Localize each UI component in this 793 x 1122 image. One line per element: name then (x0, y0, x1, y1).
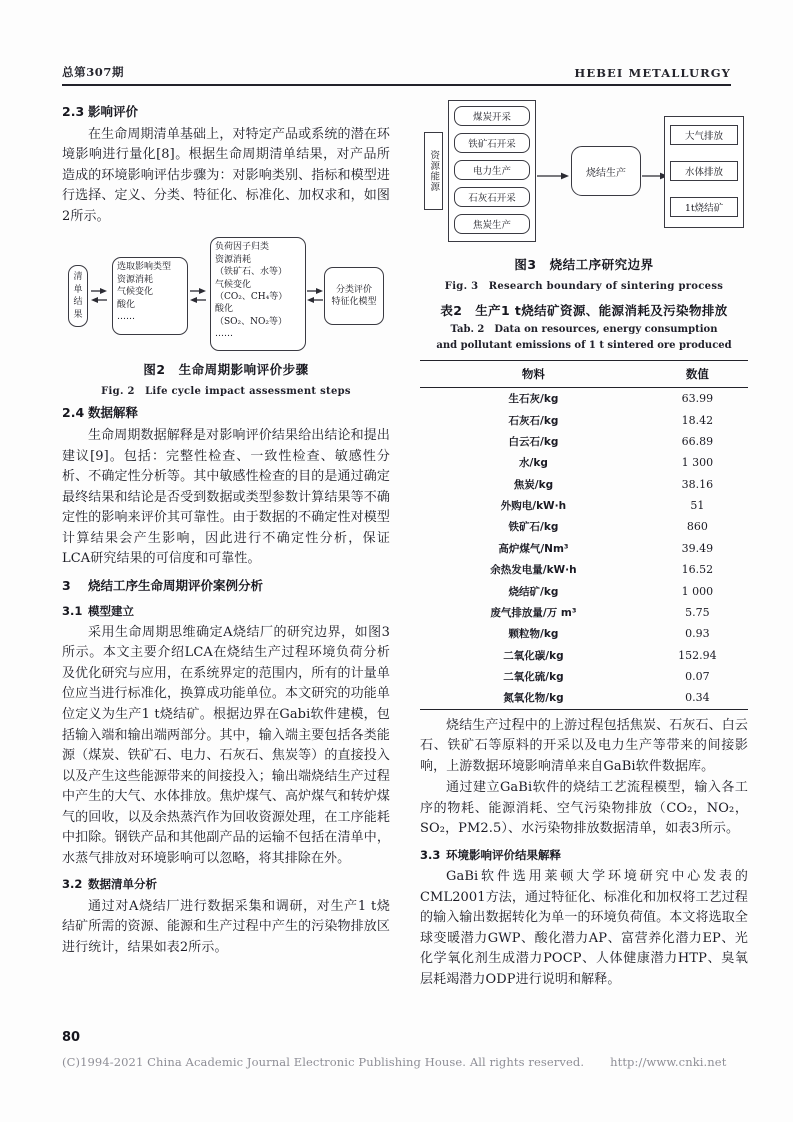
table-cell-material: 石灰石/kg (508, 414, 559, 427)
fig2-box2-line-0: 选取影响类型 (117, 262, 172, 273)
table-row (420, 495, 748, 516)
table-cell-material: 余热发电量/kW·h (490, 564, 577, 577)
fig2-box3-line-7: …… (215, 329, 233, 340)
table-2-bottom-rule (420, 709, 748, 710)
table-cell-value: 18.42 (681, 413, 714, 427)
fig3-input-coke-production: 焦炭生产 (454, 214, 530, 234)
right-column (420, 96, 748, 991)
figure-3 (420, 96, 748, 292)
table-cell-value: 51 (690, 499, 705, 513)
fig2-box3-line-6: （SO₂、NO₂等） (215, 316, 288, 327)
running-head (62, 58, 731, 80)
page-number: 80 (62, 1030, 81, 1045)
paragraph-after-table-1: 烧结生产过程中的上游过程包括焦炭、石灰石、白云石、铁矿石等原料的开采以及电力生产等带来的间接影响，上游数据环境影响清单来自GaBi软件数据库。 (420, 717, 748, 774)
heading-3-1 (62, 603, 390, 620)
left-column (62, 96, 390, 959)
table-cell-material: 水/kg (519, 457, 548, 470)
paragraph-3-1: 采用生命周期思维确定A烧结厂的研究边界，如图3所示。本文主要介绍LCA在烧结生产过程环境负荷分析及优化研究与应用，在系统界定的范围内，所有的计量单位应当进行标准化，换算成功能单位。本文研究的功能单位定义为生产1 t烧结矿。根据边界在Gabi软件建模，包括输入端和输出端两部分。其中，输入端主要包括各类能源（煤炭、铁矿石、电力、石灰石、焦炭等）的直接投入以及产生这些能源带来的间接投入；输出端烧结生产过程中产生的大气、水体排放。焦炉煤气、高炉煤气和转炉煤气的回收，以及余热蒸汽作为回收资源处理，在工序能耗中扣除。钢铁产品和其他副产品的运输不包括在清单中，水蒸气排放对环境影响可以忽略，将其排除在外。 (62, 624, 390, 866)
heading-3-3 (420, 847, 748, 864)
table-cell-material: 焦炭/kg (513, 478, 554, 491)
header-rule (62, 84, 731, 86)
table-cell-material: 废气排放量/万 m³ (490, 606, 577, 619)
table-2-col-material: 物料 (521, 367, 545, 381)
table-2-title-cn: 表2 生产1 t烧结矿资源、能源消耗及污染物排放 (440, 303, 728, 318)
fig3-input-coal-mining: 煤炭开采 (454, 106, 530, 126)
table-cell-value: 66.89 (681, 434, 714, 448)
paragraph-3-2: 通过对A烧结厂进行数据采集和调研，对生产1 t烧结矿所需的资源、能源和生产过程中产生的污染物排放区进行统计，结果如表2所示。 (62, 898, 390, 955)
figure-3-caption-en: Fig. 3 Research boundary of sintering process (444, 281, 724, 292)
fig3-output-air-emission: 大气排放 (670, 125, 738, 145)
table-cell-value: 1 000 (681, 584, 714, 598)
heading-3-title: 烧结工序生命周期评价案例分析 (88, 577, 264, 593)
heading-3-2-title: 数据清单分析 (88, 877, 157, 892)
cnki-footer (62, 1055, 753, 1069)
fig3-output-sintered-ore: 1t烧结矿 (670, 197, 738, 217)
table-cell-value: 5.75 (685, 605, 710, 619)
paragraph-2-3: 在生命周期清单基础上，对特定产品或系统的潜在环境影响进行量化[8]。根据生命周期清单结果，对产品所造成的环境影响评估步骤为：对影响类别、指标和模型进行选择、定义、分类、特征化、标准化、加权求和，如图2所示。 (62, 126, 390, 224)
table-row (420, 602, 748, 623)
table-row (420, 452, 748, 473)
fig2-bidirectional-arrow-3 (306, 286, 324, 306)
fig2-box3-line-0: 负荷因子归类 (215, 242, 270, 253)
table-cell-material: 铁矿石/kg (508, 521, 559, 534)
fig2-box-select-impact-types (112, 257, 188, 335)
fig2-box3-line-5: 酸化 (215, 304, 234, 315)
table-row (420, 516, 748, 537)
figure-3-caption-cn: 图3 烧结工序研究边界 (514, 257, 654, 272)
table-cell-value: 0.07 (685, 670, 710, 684)
heading-2-3-title: 影响评价 (88, 104, 139, 119)
heading-2-4-title: 数据解释 (88, 405, 139, 421)
fig2-box-classification-model (324, 267, 384, 325)
table-cell-material: 二氧化硫/kg (503, 671, 564, 684)
fig3-side-label-text: 资源能源 (428, 150, 440, 192)
table-row (420, 474, 748, 495)
heading-2-3 (62, 103, 390, 122)
table-row (420, 580, 748, 601)
paragraph-after-table-2: 通过建立GaBi软件的烧结工艺流程模型，输入各工序的物耗、能源消耗、空气污染物排放（CO₂，NO₂，SO₂，PM2.5）、水污染物排放数据清单，如表3所示。 (420, 780, 748, 837)
fig2-box1-line-3: 果 (73, 310, 83, 321)
table-cell-value: 1 300 (681, 456, 714, 470)
table-cell-material: 外购电/kW·h (500, 500, 567, 513)
table-2-head (420, 361, 748, 388)
fig3-input-electricity-production: 电力生产 (454, 160, 530, 180)
heading-3-number: 3 (62, 577, 71, 593)
fig3-output-water-emission: 水体排放 (670, 161, 738, 181)
heading-2-4 (62, 404, 390, 423)
paragraph-2-4: 生命周期数据解释是对影响评价结果给出结论和提出建议[9]。包括：完整性检查、一致性检查、敏感性分析、不确定性分析等。其中敏感性检查的目的是通过确定最终结果和结论是否受到数据或类型参数计算结果等不确定性的影响来评价其可靠性。由于数据的不确定性对模型计算结果会产生影响，因此进行不确定性分析，保证LCA研究结果的可信度和可靠性。 (62, 428, 390, 567)
table-2 (420, 360, 748, 709)
fig2-box2-line-1: 资源消耗 (117, 274, 154, 285)
fig2-box2-line-4: …… (117, 312, 135, 323)
table-2-col-value: 数值 (685, 367, 709, 381)
copyright-text: (C)1994-2021 China Academic Journal Electronic Publishing House. All rights reserved. (62, 1055, 585, 1069)
heading-2-3-number: 2.3 (62, 104, 85, 119)
table-2-header-row (420, 361, 748, 388)
fig2-bidirectional-arrow-2 (189, 286, 207, 306)
cnki-url[interactable]: http://www.cnki.net (610, 1055, 727, 1069)
heading-3-3-title: 环境影响评价结果解释 (446, 847, 561, 862)
figure-3-diagram (420, 96, 748, 248)
journal-name: HEBEI METALLURGY (574, 66, 731, 80)
fig2-box2-line-3: 酸化 (117, 299, 136, 310)
heading-3-1-number: 3.1 (62, 603, 83, 618)
table-row (420, 687, 748, 708)
fig2-box-inventory-result (68, 265, 88, 327)
table-cell-value: 16.52 (681, 563, 714, 577)
table-cell-material: 白云石/kg (508, 435, 559, 448)
table-cell-material: 高炉煤气/Nm³ (498, 542, 569, 555)
heading-3-1-title: 模型建立 (88, 603, 134, 618)
heading-2-4-number: 2.4 (62, 405, 85, 421)
fig2-box3-line-4: （CO₂、CH₄等） (215, 292, 288, 303)
table-cell-material: 二氧化碳/kg (503, 649, 564, 662)
table-cell-value: 860 (686, 520, 708, 534)
table-cell-value: 0.34 (685, 691, 710, 705)
table-cell-material: 颗粒物/kg (508, 628, 559, 641)
fig3-arrow-input-to-center (537, 166, 570, 176)
table-row (420, 538, 748, 559)
table-row (420, 388, 748, 410)
fig2-box-load-factor-classification (210, 237, 306, 351)
fig3-resource-energy-label (424, 132, 443, 210)
table-cell-material: 氮氧化物/kg (503, 692, 564, 705)
fig2-box3-line-1: 资源消耗 (215, 254, 252, 265)
heading-3-2-number: 3.2 (62, 877, 83, 892)
table-cell-value: 38.16 (681, 477, 714, 491)
table-2-title-en-line1: Tab. 2 Data on resources, energy consumption (450, 324, 718, 335)
fig3-input-iron-ore-mining: 铁矿石开采 (454, 133, 530, 153)
table-cell-value: 152.94 (678, 648, 717, 662)
paragraph-3-3: GaBi软件选用莱顿大学环境研究中心发表的CML2001方法，通过特征化、标准化和加权将工艺过程的输入输出数据转化为单一的环境负荷值。本文将选取全球变暖潜力GWP、酸化潜力AP、富营养化潜力EP、光化学氧化剂生成潜力POCP、人体健康潜力HTP、臭氧层耗竭潜力ODP进行说明和解释。 (420, 869, 748, 987)
fig2-box1-line-0: 清 (73, 271, 83, 282)
figure-2 (62, 235, 390, 397)
table-cell-material: 生石灰/kg (508, 393, 559, 406)
fig2-box2-line-2: 气候变化 (117, 287, 154, 298)
table-row (420, 623, 748, 644)
figure-2-caption-en: Fig. 2 Life cycle impact assessment steps (101, 386, 351, 398)
fig2-box4-line-0: 分类评价 (335, 285, 372, 295)
heading-3 (62, 577, 390, 596)
figure-2-diagram (62, 235, 390, 353)
table-2-title-en-line2: and pollutant emissions of 1 t sintered ore produced (436, 339, 732, 351)
fig2-box4-line-1: 特征化模型 (331, 297, 377, 308)
table-row (420, 431, 748, 452)
fig2-box3-line-2: （铁矿石、水等） (215, 267, 288, 278)
fig3-input-limestone-mining: 石灰石开采 (454, 187, 530, 207)
table-row (420, 645, 748, 666)
table-row (420, 409, 748, 430)
heading-3-2 (62, 876, 390, 893)
figure-2-caption-cn: 图2 生命周期影响评价步骤 (143, 362, 309, 378)
fig2-box1-line-1: 单 (73, 284, 83, 295)
table-cell-value: 63.99 (681, 392, 714, 406)
fig2-box1-line-2: 结 (73, 297, 83, 308)
table-cell-material: 烧结矿/kg (508, 585, 559, 598)
table-cell-value: 39.49 (681, 541, 714, 555)
fig2-box3-line-3: 气候变化 (215, 279, 252, 290)
table-2-body (420, 388, 748, 709)
table-cell-value: 0.93 (685, 627, 710, 641)
table-row (420, 559, 748, 580)
fig3-sintering-production: 烧结生产 (571, 146, 641, 196)
journal-issue: 总第307期 (62, 65, 125, 79)
table-row (420, 666, 748, 687)
heading-3-3-number: 3.3 (420, 847, 441, 862)
table-2-block (420, 301, 748, 710)
fig2-bidirectional-arrow-1 (90, 286, 108, 306)
